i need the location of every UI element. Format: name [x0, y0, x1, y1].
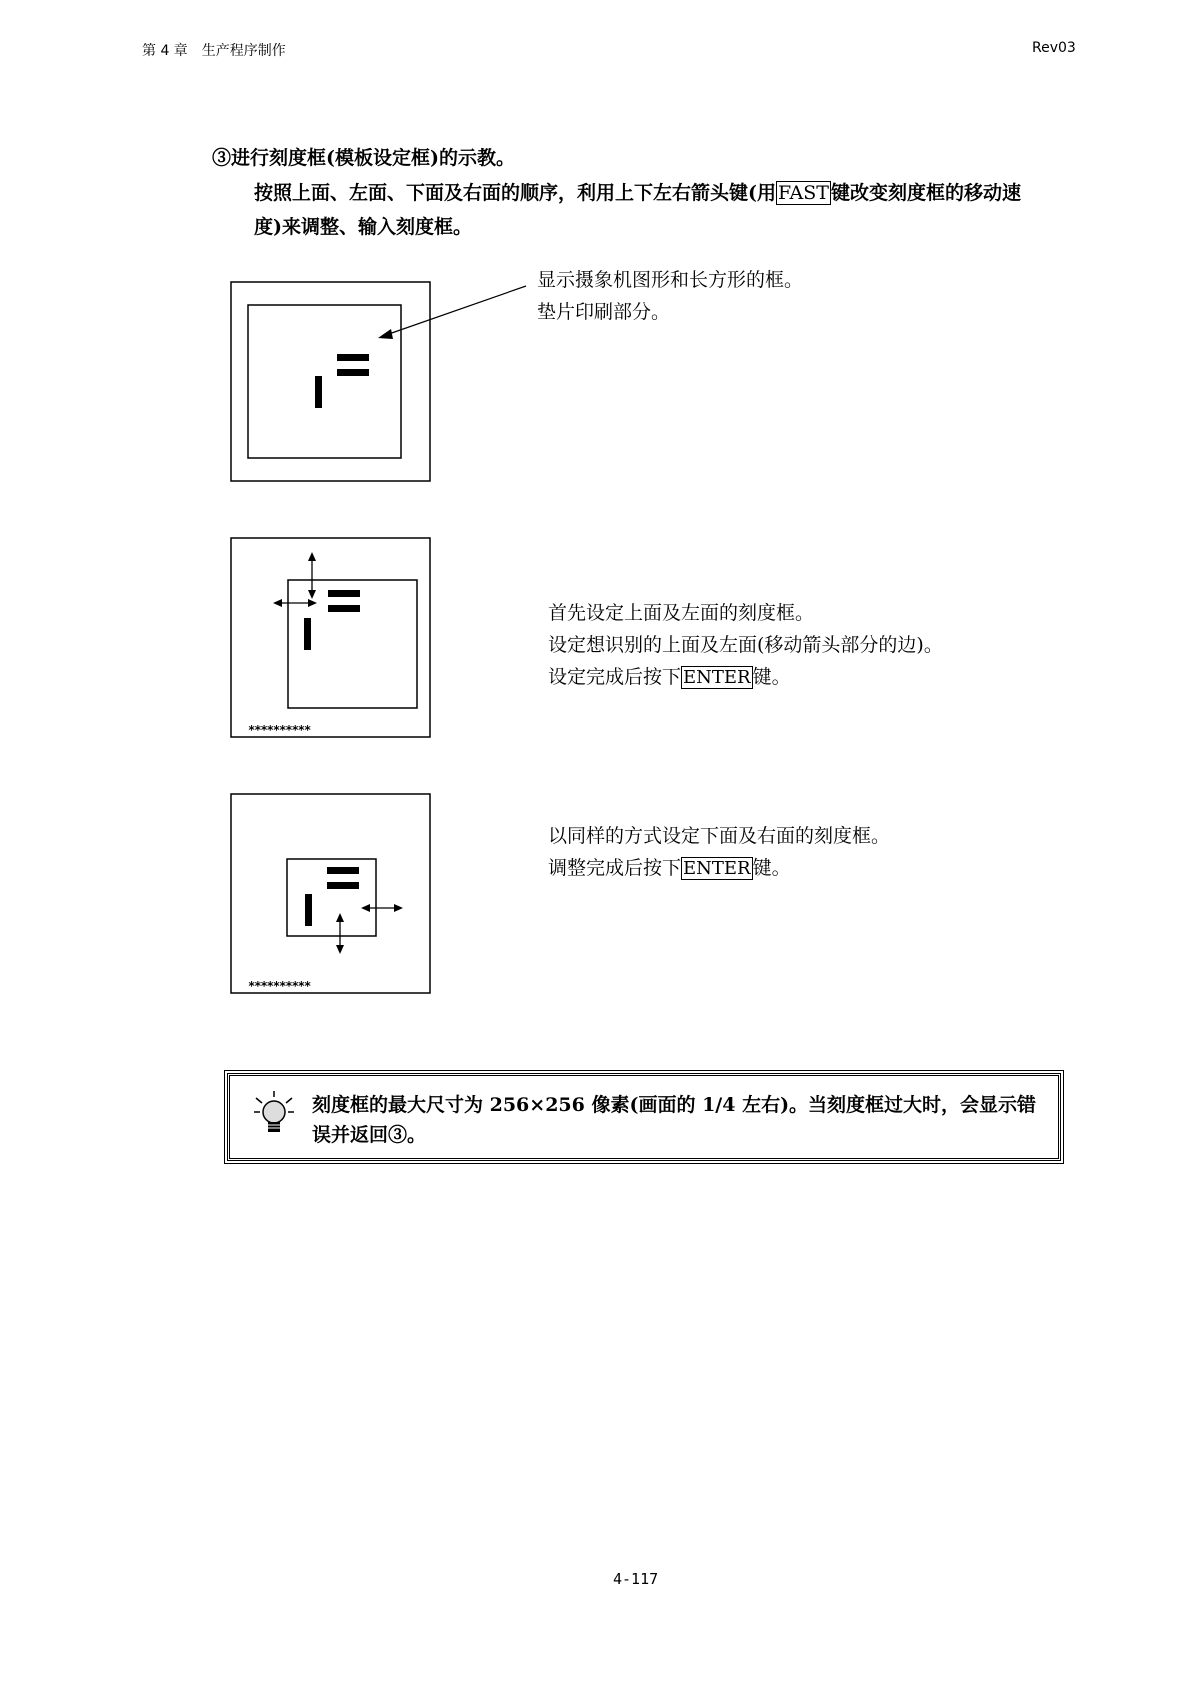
pad-bar-bottom — [328, 605, 360, 612]
status-stars: ********** — [248, 979, 311, 993]
pad-bar-top — [337, 354, 369, 361]
lightbulb-icon — [252, 1090, 296, 1136]
fast-key-label: FAST — [778, 182, 829, 204]
inner-rectangle — [248, 305, 401, 458]
instruction-line-1 — [254, 178, 1021, 205]
pad-bar-top — [327, 867, 359, 874]
pad-bar-vertical — [315, 376, 322, 408]
instruction-line-1-post: 键改变刻度框的移动速 — [830, 182, 1021, 204]
enter-key-label: ENTER — [683, 667, 751, 688]
outer-frame — [231, 282, 430, 481]
step1-line1: 显示摄象机图形和长方形的框。 — [537, 269, 804, 291]
pad-bar-vertical — [304, 618, 311, 650]
step3-description — [548, 820, 890, 885]
pad-bar-bottom — [327, 882, 359, 889]
note-box — [227, 1073, 1061, 1161]
status-stars: ********** — [248, 723, 311, 737]
pad-bar-top — [328, 590, 360, 597]
camera-frame-diagram-3 — [230, 793, 432, 995]
camera-frame-diagram-2 — [230, 537, 432, 739]
pad-bar-vertical — [305, 894, 312, 926]
step1-description — [537, 264, 803, 328]
instruction-line-2: 度)来调整、输入刻度框。 — [254, 216, 472, 238]
enter-key-label: ENTER — [683, 858, 751, 879]
step2-line1: 首先设定上面及左面的刻度框。 — [548, 602, 815, 624]
step3-line2: 调整完成后按下 ENTER 键。 — [548, 857, 791, 879]
pointer-line — [386, 286, 526, 335]
pointer-arrowhead — [378, 329, 393, 339]
step2-line2: 设定想识别的上面及左面(移动箭头部分的边)。 — [548, 634, 943, 656]
note-text: 刻度框的最大尺寸为 256×256 像素(画面的 1/4 左右)。当刻度框过大时，会显示错误并返回③。 — [312, 1094, 1037, 1146]
step2-description — [548, 597, 943, 694]
section-title: ③进行刻度框(模板设定框)的示教。 — [212, 147, 515, 169]
outer-frame — [231, 794, 430, 993]
revision-label: Rev03 — [1032, 40, 1076, 56]
page-number: 4-117 — [613, 1570, 659, 1588]
camera-frame-diagram-1 — [230, 281, 550, 486]
outer-frame — [231, 538, 430, 737]
step1-line2: 垫片印刷部分。 — [537, 301, 671, 323]
pad-bar-bottom — [337, 369, 369, 376]
chapter-header: 第 4 章 生产程序制作 — [142, 43, 286, 59]
step3-line1: 以同样的方式设定下面及右面的刻度框。 — [548, 825, 891, 847]
step2-line3: 设定完成后按下 ENTER 键。 — [548, 666, 791, 688]
instruction-line-1-pre: 按照上面、左面、下面及右面的顺序，利用上下左右箭头键(用 — [254, 182, 776, 204]
